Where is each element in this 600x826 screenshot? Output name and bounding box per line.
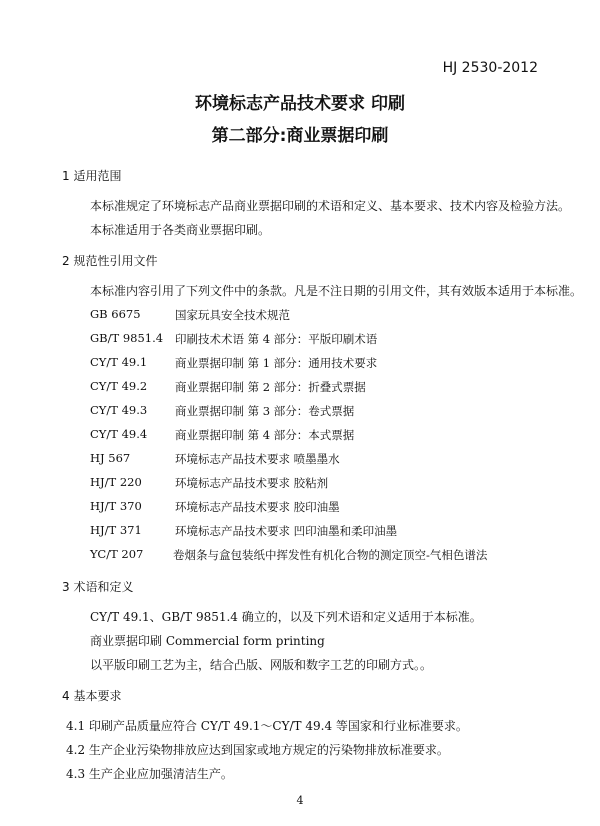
reference-title: 环境标志产品技术要求 胶粘剂 [175,476,329,490]
reference-title: 国家玩具安全技术规范 [175,308,290,322]
reference-title: 商业票据印制 第 4 部分：本式票据 [175,428,355,442]
reference-code: CY/T 49.2 [90,379,148,393]
standard-number: HJ 2530-2012 [442,60,538,76]
section-heading-scope: 1 适用范围 [62,169,122,183]
document-subtitle: 第二部分:商业票据印刷 [211,126,389,146]
reference-title: 商业票据印制 第 2 部分：折叠式票据 [175,380,366,394]
reference-code: CY/T 49.1 [90,355,148,369]
reference-code: HJ/T 371 [90,523,142,537]
term-definition: 以平版印刷工艺为主，结合凸版、网版和数字工艺的印刷方式。。 [90,658,433,672]
reference-code: HJ/T 370 [90,499,142,513]
section-heading-terms: 3 术语和定义 [62,580,134,594]
reference-title: 环境标志产品技术要求 凹印油墨和柔印油墨 [175,524,398,538]
clause: 4.2 生产企业污染物排放应达到国家或地方规定的污染物排放标准要求。 [66,743,449,757]
term-entry: 商业票据印刷 Commercial form printing [90,634,325,648]
clause: 4.1 印刷产品质量应符合 CY/T 49.1～CY/T 49.4 等国家和行业标准要求。 [66,719,468,733]
reference-title: 环境标志产品技术要求 胶印油墨 [175,500,340,514]
page-number: 4 [296,794,304,807]
reference-code: YC/T 207 [90,547,144,561]
paragraph: 本标准内容引用了下列文件中的条款。凡是不注日期的引用文件，其有效版本适用于本标准。 [90,284,583,298]
reference-code: GB 6675 [90,307,141,321]
reference-code: CY/T 49.4 [90,427,148,441]
reference-code: CY/T 49.3 [90,403,148,417]
reference-title: 商业票据印制 第 1 部分：通用技术要求 [175,356,378,370]
reference-title: 商业票据印制 第 3 部分：卷式票据 [175,404,355,418]
section-heading-normative-references: 2 规范性引用文件 [62,254,158,268]
paragraph: CY/T 49.1、GB/T 9851.4 确立的，以及下列术语和定义适用于本标准。 [90,610,482,624]
reference-title: 印刷技术术语 第 4 部分：平版印刷术语 [175,332,378,346]
reference-code: HJ 567 [90,451,131,465]
reference-code: HJ/T 220 [90,475,142,489]
reference-title: 卷烟条与盒包装纸中挥发性有机化合物的测定顶空-气相色谱法 [173,548,488,562]
reference-title: 环境标志产品技术要求 喷墨墨水 [175,452,340,466]
clause: 4.3 生产企业应加强清洁生产。 [66,767,233,781]
paragraph: 本标准规定了环境标志产品商业票据印刷的术语和定义、基本要求、技术内容及检验方法。 [90,199,571,213]
section-heading-basic-requirements: 4 基本要求 [62,689,122,703]
reference-code: GB/T 9851.4 [90,331,164,345]
paragraph: 本标准适用于各类商业票据印刷。 [90,223,271,237]
document-title: 环境标志产品技术要求 印刷 [195,94,405,114]
